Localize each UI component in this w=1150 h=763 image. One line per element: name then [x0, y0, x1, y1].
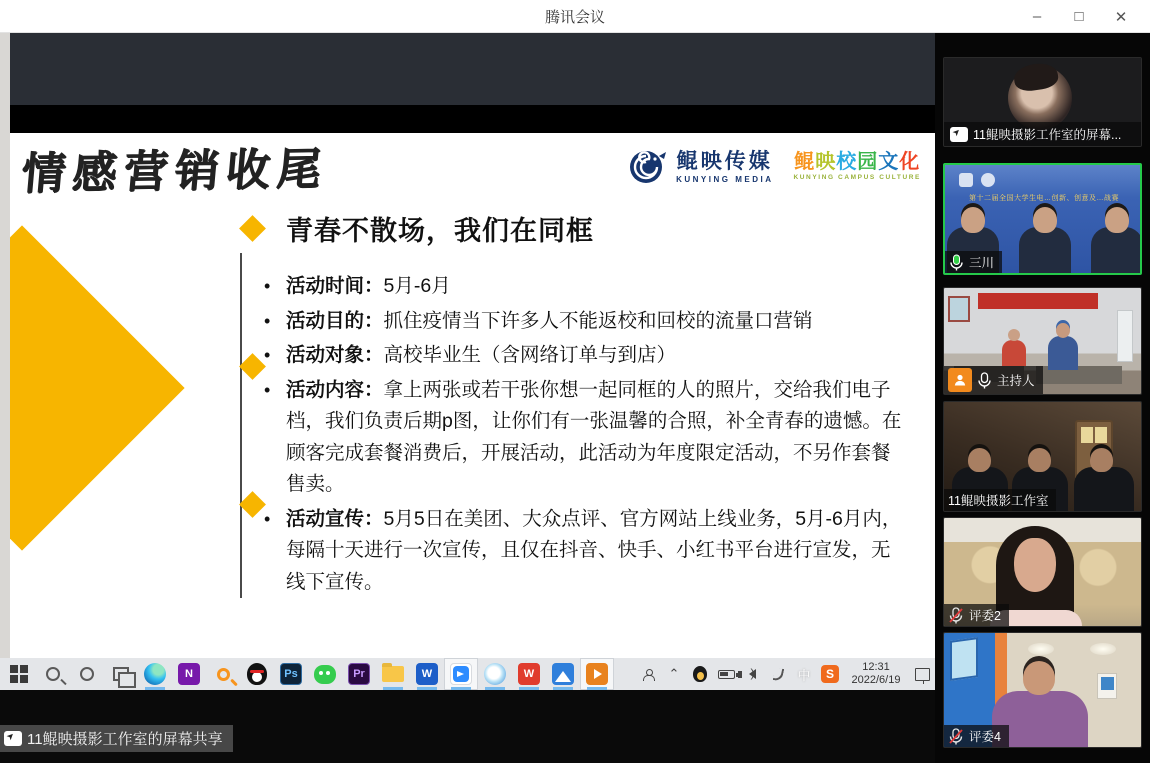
- screen-share-banner: [0, 725, 233, 752]
- taskbar-file-explorer[interactable]: [376, 658, 410, 690]
- kunying-campus-name: 鲲 映 校 园 文 化: [794, 151, 921, 173]
- ceiling-light: [1028, 643, 1054, 655]
- folder-icon: [382, 666, 404, 682]
- tray-sogou[interactable]: [817, 658, 843, 690]
- tray-expand[interactable]: [661, 658, 687, 690]
- tray-remote-tool[interactable]: [765, 658, 791, 690]
- blue-mountain-app-icon: [552, 663, 574, 685]
- presentation-chrome-band: [10, 33, 935, 105]
- mic-on-icon: [949, 254, 964, 271]
- screen-share-icon: [4, 731, 22, 746]
- taskbar-qq-browser[interactable]: [478, 658, 512, 690]
- taskbar-cortana[interactable]: [70, 658, 104, 690]
- whale-logo-icon: [628, 146, 670, 184]
- start-button[interactable]: [2, 658, 36, 690]
- participants-sidebar: [935, 33, 1150, 763]
- mic-on-icon: [977, 372, 992, 389]
- close-button[interactable]: ✕: [1114, 8, 1128, 26]
- clock-date: 2022/6/19: [851, 674, 901, 686]
- person-silhouette: [1074, 467, 1134, 511]
- qq-tray-icon: [693, 666, 707, 682]
- clock-time: 12:31: [862, 661, 890, 673]
- participant-tile-sanchuan[interactable]: [943, 163, 1142, 275]
- presentation-slide: [10, 133, 935, 658]
- orange-play-icon: [586, 663, 608, 685]
- diamond-bullet-icon: [239, 215, 266, 242]
- backdrop-logo: [959, 173, 973, 187]
- chevron-up-icon: ⌃: [668, 666, 680, 681]
- room-window: [948, 296, 970, 322]
- wps-icon: W: [518, 663, 540, 685]
- taskbar-wps[interactable]: [512, 658, 546, 690]
- onenote-icon: N: [178, 663, 200, 685]
- slide-logos: [628, 145, 921, 184]
- decorative-big-diamond: [10, 225, 185, 550]
- person-silhouette: [1019, 227, 1071, 273]
- taskbar-clock[interactable]: [843, 658, 909, 690]
- taskbar-photoshop[interactable]: [274, 658, 308, 690]
- orange-magnifier-icon: [217, 668, 230, 681]
- tray-battery[interactable]: [713, 658, 739, 690]
- window-titlebar: [0, 0, 1150, 33]
- person-silhouette: [1048, 336, 1078, 370]
- kunying-media-sub: KUNYING MEDIA: [676, 175, 774, 184]
- room-window: [950, 637, 978, 681]
- shared-screen-area: [0, 33, 935, 763]
- tray-qq[interactable]: [687, 658, 713, 690]
- taskbar-search-tool[interactable]: [206, 658, 240, 690]
- task-view-button[interactable]: [104, 658, 138, 690]
- kunying-campus-logo: [793, 145, 921, 181]
- task-view-icon: [113, 667, 129, 681]
- taskbar-lanhu[interactable]: [546, 658, 580, 690]
- host-badge: [948, 368, 972, 392]
- bullet-activity-target: • 活动对象：高校毕业生（含网络订单与到店）: [262, 340, 902, 372]
- decorative-vertical-line: [240, 253, 242, 598]
- hook-icon: [772, 667, 784, 682]
- kunying-campus-sub: KUNYING CAMPUS CULTURE: [793, 174, 921, 181]
- nameplate: 评委2: [944, 604, 1009, 626]
- tray-people[interactable]: [635, 658, 661, 690]
- participant-tile-judge4[interactable]: [943, 632, 1142, 748]
- photoshop-icon: Ps: [280, 663, 302, 685]
- windows-logo-icon: [10, 665, 28, 683]
- taskbar-video-app[interactable]: [580, 658, 614, 690]
- nameplate: 评委4: [944, 725, 1009, 747]
- person-silhouette: [1091, 227, 1142, 273]
- qq-penguin-icon: [247, 663, 267, 685]
- person-silhouette: [1002, 340, 1026, 366]
- tencent-meeting-icon: [450, 663, 472, 685]
- slide-top-black-band: [10, 105, 935, 133]
- taskbar-wechat[interactable]: [308, 658, 342, 690]
- backdrop-banner-text: 第十二届全国大学生电…创新、创意及…战赛: [969, 195, 1119, 202]
- maximize-button[interactable]: □: [1074, 8, 1084, 25]
- nameplate: 三川: [945, 251, 1002, 273]
- red-banner: [978, 293, 1098, 309]
- backdrop-logo: [981, 173, 995, 187]
- wechat-icon: [314, 665, 336, 684]
- screen-share-icon: [950, 127, 968, 142]
- participant-tile-sharer[interactable]: [943, 57, 1142, 147]
- participant-tile-host[interactable]: [943, 287, 1142, 395]
- taskbar-edge[interactable]: [138, 658, 172, 690]
- screen-share-label: 11鲲映摄影工作室的屏幕共享: [27, 731, 223, 748]
- windows-taskbar: [0, 658, 935, 690]
- search-icon: [46, 667, 60, 681]
- taskbar-qq[interactable]: [240, 658, 274, 690]
- wall-picture: [1097, 673, 1117, 699]
- cortana-icon: [80, 667, 94, 681]
- bullet-activity-time: • 活动时间：5月-6月: [262, 271, 902, 303]
- bullet-activity-content: • 活动内容：拿上两张或若干张你想一起同框的人的照片，交给我们电子档，我们负责后期p图，让你们有一张温馨的合照，补全青春的遗憾。在顾客完成套餐消费后，开展活动，此活动为年度限定活动，不另作套餐售卖。: [262, 375, 902, 501]
- taskbar-onenote[interactable]: [172, 658, 206, 690]
- taskbar-premiere[interactable]: [342, 658, 376, 690]
- action-center-button[interactable]: [909, 658, 935, 690]
- sogou-icon: S: [821, 665, 839, 683]
- taskbar-word[interactable]: [410, 658, 444, 690]
- slide-title: 情感营销收尾: [19, 143, 331, 200]
- desktop-edge-strip: [0, 33, 10, 658]
- air-conditioner: [1117, 310, 1133, 362]
- bullet-activity-goal: • 活动目的：抓住疫情当下许多人不能返校和回校的流量口营销: [262, 306, 902, 338]
- tray-ime[interactable]: [791, 658, 817, 690]
- slide-heading: 青春不散场，我们在同框: [286, 216, 594, 246]
- slide-bullet-list: [262, 271, 902, 601]
- person-face: [1014, 538, 1056, 592]
- kunying-media-name: 鲲映传媒: [676, 150, 773, 173]
- minimize-button[interactable]: –: [1032, 8, 1042, 25]
- system-tray: [635, 658, 935, 690]
- mic-muted-icon: [948, 607, 964, 624]
- battery-icon: [718, 670, 735, 679]
- nameplate: ➤ 11鲲映摄影工作室的屏幕...: [944, 122, 1141, 146]
- participant-tile-judge2[interactable]: [943, 517, 1142, 627]
- edge-browser-icon: [144, 663, 166, 685]
- ceiling-light: [1090, 643, 1116, 655]
- taskbar-search[interactable]: [36, 658, 70, 690]
- taskbar-tencent-meeting[interactable]: [444, 658, 478, 690]
- people-icon: [643, 669, 653, 679]
- kunying-media-logo: [628, 145, 773, 184]
- nameplate: 主持人: [944, 366, 1043, 394]
- window-controls: [1016, 0, 1142, 33]
- word-icon: W: [416, 663, 438, 685]
- mic-muted-icon: [948, 728, 964, 745]
- ime-indicator: 中: [797, 667, 811, 683]
- nameplate: 11鲲映摄影工作室: [944, 489, 1056, 511]
- window-title: 腾讯会议: [544, 8, 605, 26]
- participant-tile-studio[interactable]: [943, 401, 1142, 512]
- qq-browser-icon: [484, 663, 506, 685]
- bullet-activity-promotion: • 活动宣传：5月5日在美团、大众点评、官方网站上线业务，5月-6月内，每隔十天进行一次宣传，且仅在抖音、快手、小红书平台进行宣发，无线下宣传。: [262, 504, 902, 599]
- speaker-icon: [749, 669, 756, 679]
- action-center-icon: [915, 668, 930, 681]
- premiere-icon: Pr: [348, 663, 370, 685]
- tray-volume[interactable]: [739, 658, 765, 690]
